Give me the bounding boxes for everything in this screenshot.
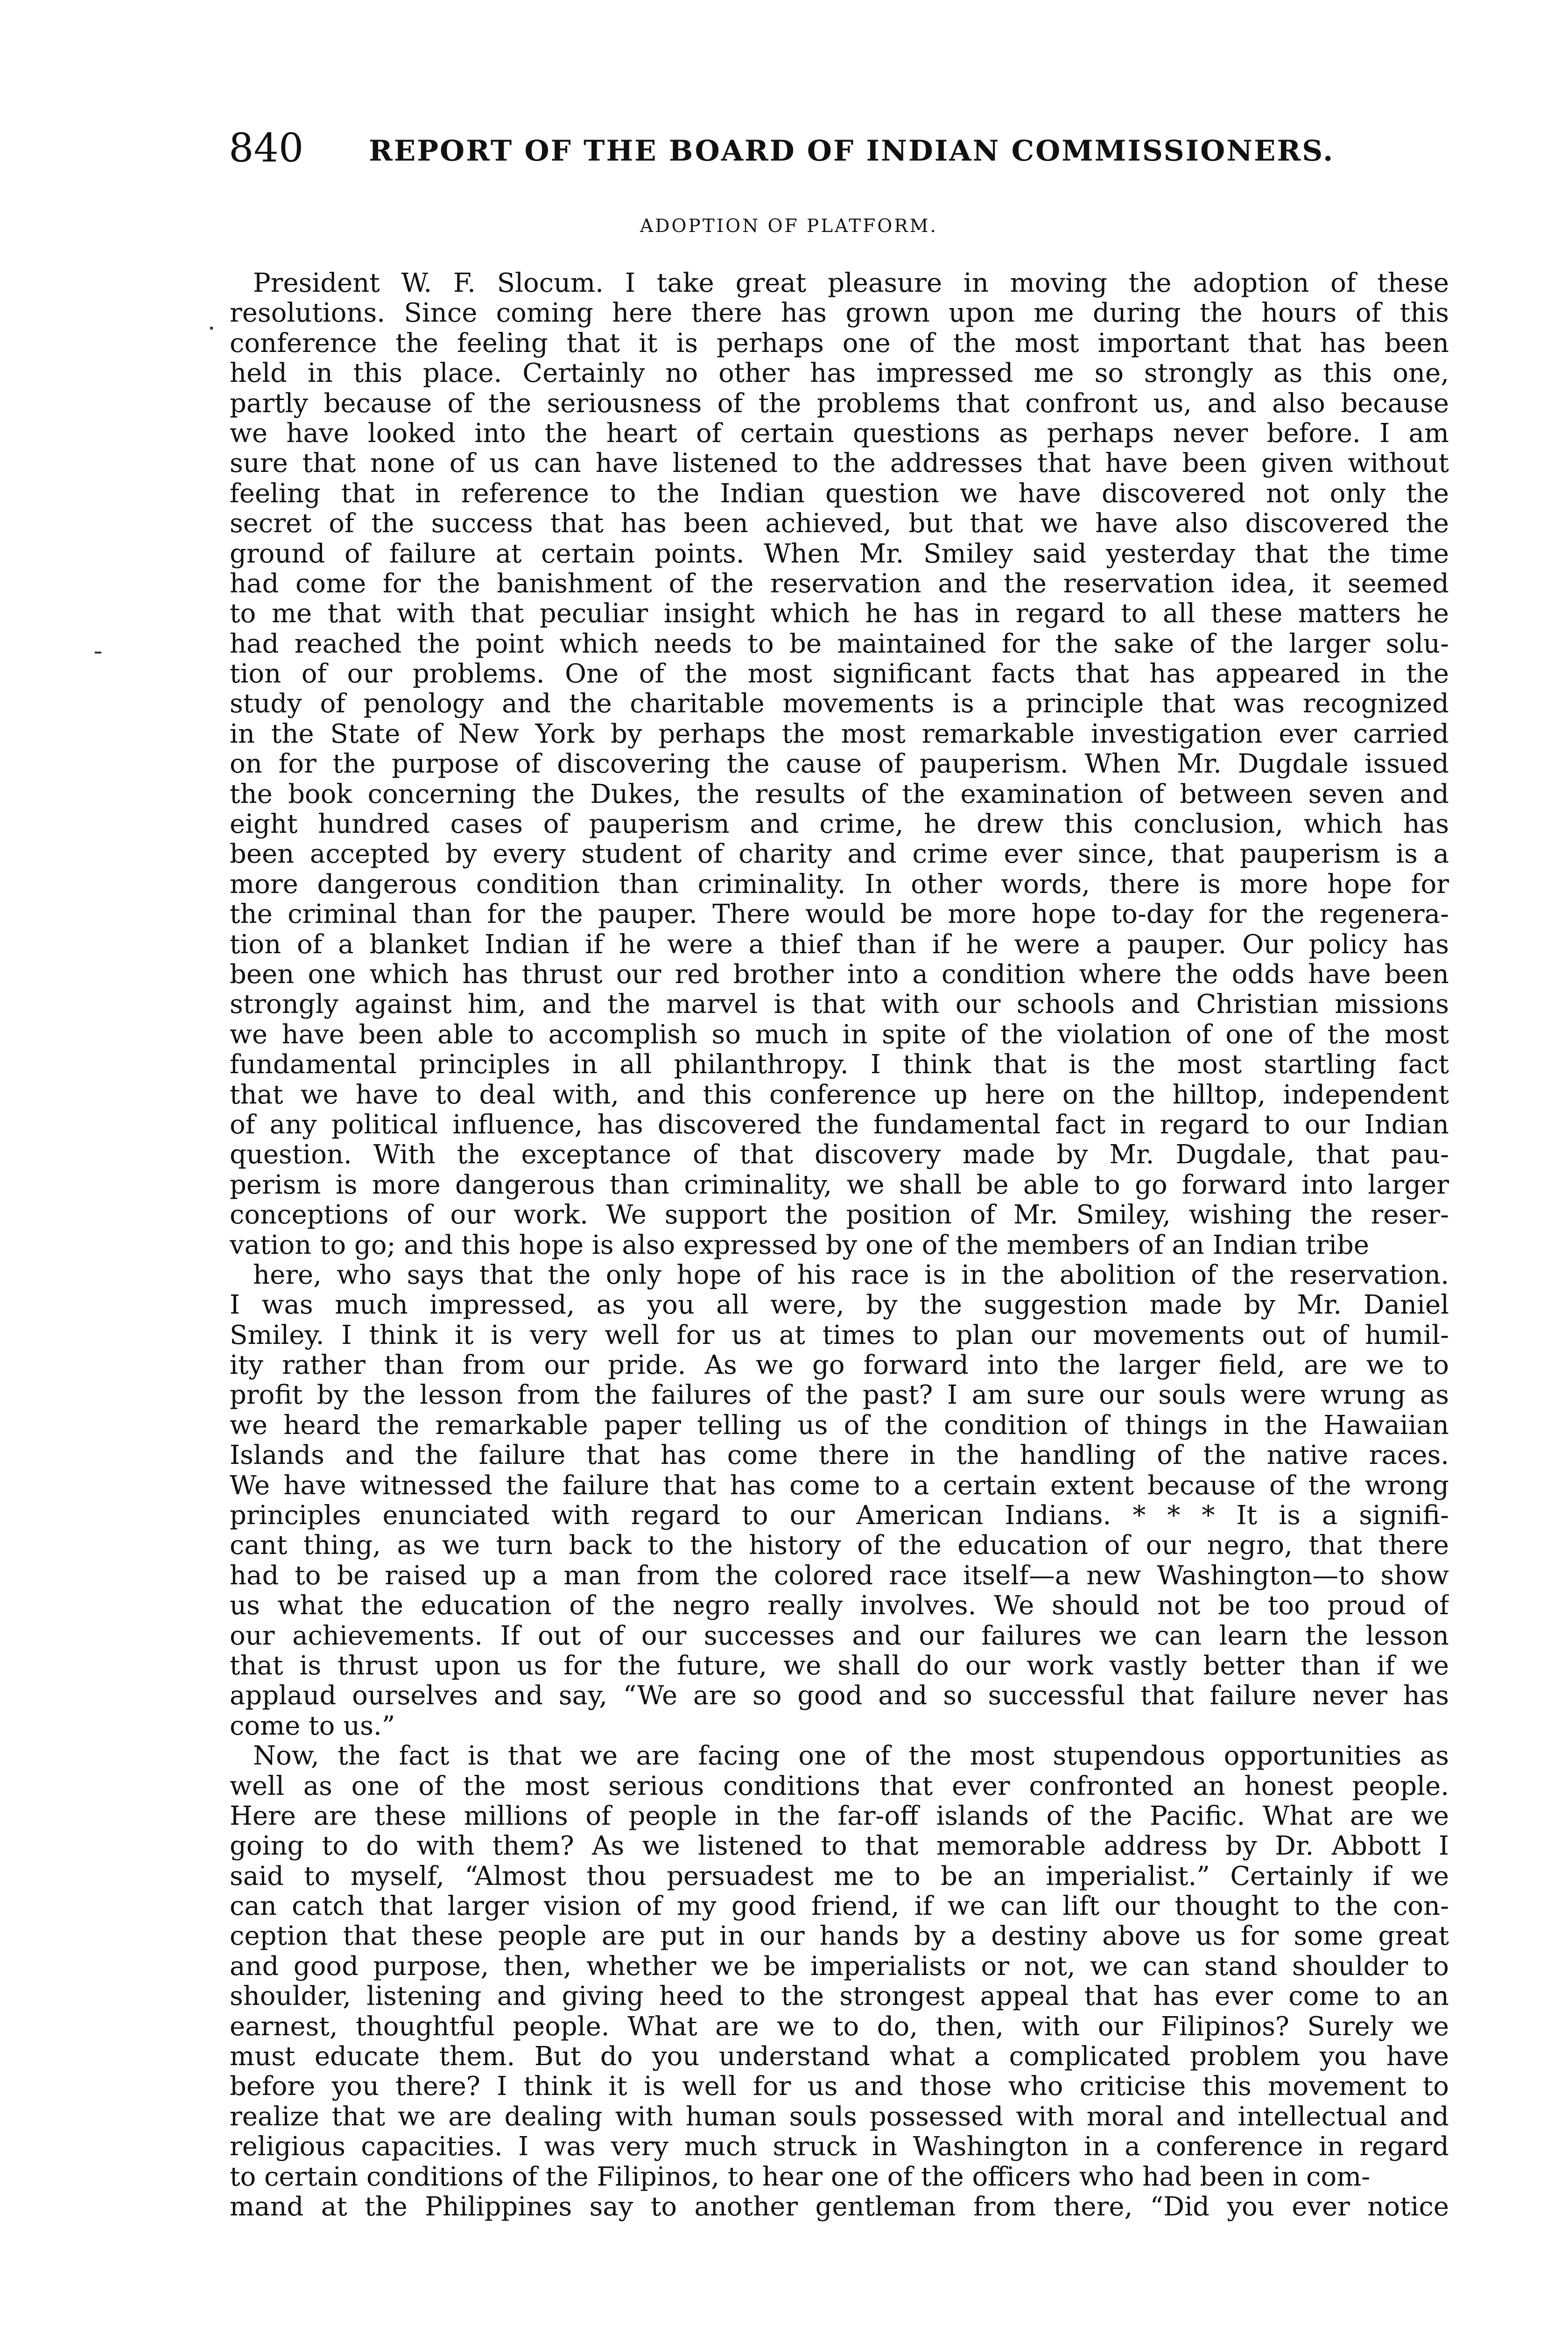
text-line: cant thing, as we turn back to the history of the education of our negro, that there: [230, 1531, 1449, 1561]
text-line: been one which has thrust our red brother into a condition where the odds have been: [230, 959, 1449, 990]
text-line: resolutions. Since coming here there has grown upon me during the hours of this: [230, 298, 1449, 329]
text-line: going to do with them? As we listened to that memorable address by Dr. Abbott I: [230, 1831, 1449, 1862]
text-line: feeling that in reference to the Indian question we have discovered not only the: [230, 478, 1449, 509]
text-line: here, who says that the only hope of his race is in the abolition of the reservation.: [253, 1260, 1449, 1290]
text-line: held in this place. Certainly no other has impressed me so strongly as this one,: [230, 359, 1449, 389]
text-line: had to be raised up a man from the colored race itself—a new Washington—to show: [230, 1561, 1449, 1591]
text-line: we heard the remarkable paper telling us of the condition of things in the Hawaiian: [230, 1410, 1449, 1441]
text-line: the book concerning the Dukes, the results of the examination of between seven and: [230, 779, 1449, 809]
text-line: eight hundred cases of pauperism and crime, he drew this conclusion, which has: [230, 809, 1449, 840]
section-title: ADOPTION OF PLATFORM.: [640, 216, 938, 237]
text-line: tion of our problems. One of the most significant facts that has appeared in the: [230, 659, 1449, 689]
text-line: had come for the banishment of the reservation and the reservation idea, it seemed: [230, 569, 1449, 599]
stray-mark: [210, 327, 213, 330]
text-line: must educate them. But do you understand what a complicated problem you have: [230, 2042, 1449, 2072]
text-line: the criminal than for the pauper. There would be more hope to-day for the regenera-: [230, 900, 1449, 930]
text-line: perism is more dangerous than criminality, we shall be able to go forward into larger: [230, 1170, 1449, 1200]
text-line: realize that we are dealing with human souls possessed with moral and intellectual and: [230, 2102, 1449, 2132]
running-head: REPORT OF THE BOARD OF INDIAN COMMISSIONERS.: [369, 134, 1335, 168]
text-line: religious capacities. I was very much struck in Washington in a conference in regard: [230, 2132, 1449, 2162]
text-line: on for the purpose of discovering the cause of pauperism. When Mr. Dugdale issued: [230, 749, 1449, 780]
text-line: question. With the exceptance of that discovery made by Mr. Dugdale, that pau-: [230, 1140, 1449, 1170]
text-line: We have witnessed the failure that has come to a certain extent because of the wrong: [230, 1470, 1449, 1501]
text-line: principles enunciated with regard to our American Indians. * * * It is a signifi-: [230, 1501, 1449, 1531]
text-line: strongly against him, and the marvel is that with our schools and Christian missions: [230, 990, 1449, 1020]
text-line: that is thrust upon us for the future, we shall do our work vastly better than if we: [230, 1651, 1449, 1681]
text-line: more dangerous condition than criminality. In other words, there is more hope for: [230, 869, 1449, 900]
text-line: fundamental principles in all philanthropy. I think that is the most startling fact: [230, 1050, 1449, 1080]
text-line: been accepted by every student of charity and crime ever since, that pauperism is a: [230, 839, 1449, 870]
text-line: sure that none of us can have listened to the addresses that have been given without: [230, 449, 1449, 479]
text-line: said to myself, “Almost thou persuadest me to be an imperialist.” Certainly if we: [230, 1861, 1449, 1891]
text-line: that we have to deal with, and this conference up here on the hilltop, independent: [230, 1080, 1449, 1110]
text-line: us what the education of the negro really involves. We should not be too proud of: [230, 1591, 1449, 1621]
text-line: well as one of the most serious conditions that ever confronted an honest people.: [230, 1771, 1449, 1801]
text-line: conference the feeling that it is perhaps one of the most important that has been: [230, 328, 1449, 359]
text-line: of any political influence, has discovered the fundamental fact in regard to our Indian: [230, 1110, 1449, 1140]
text-line: tion of a blanket Indian if he were a thief than if he were a pauper. Our policy has: [230, 929, 1449, 960]
text-line: ity rather than from our pride. As we go forward into the larger field, are we to: [230, 1350, 1449, 1381]
text-line: in the State of New York by perhaps the most remarkable investigation ever carried: [230, 719, 1449, 749]
text-line: before you there? I think it is well for us and those who criticise this movement to: [230, 2072, 1449, 2102]
text-line: partly because of the seriousness of the problems that confront us, and also because: [230, 388, 1449, 419]
text-line: can catch that larger vision of my good friend, if we can lift our thought to the con-: [230, 1891, 1449, 1922]
text-line: study of penology and the charitable movements is a principle that was recognized: [230, 689, 1449, 719]
text-line: Here are these millions of people in the far-off islands of the Pacific. What are we: [230, 1801, 1449, 1831]
text-line: to me that with that peculiar insight which he has in regard to all these matters he: [230, 599, 1449, 629]
text-line: earnest, thoughtful people. What are we to do, then, with our Filipinos? Surely we: [230, 2011, 1449, 2042]
text-line: mand at the Philippines say to another gentleman from there, “Did you ever notice: [230, 2192, 1449, 2222]
text-line: conceptions of our work. We support the position of Mr. Smiley, wishing the reser-: [230, 1200, 1449, 1230]
text-line: profit by the lesson from the failures of the past? I am sure our souls were wrung as: [230, 1380, 1449, 1411]
text-line: and good purpose, then, whether we be imperialists or not, we can stand shoulder to: [230, 1951, 1449, 1982]
text-line: secret of the success that has been achieved, but that we have also discovered the: [230, 509, 1449, 539]
text-line: our achievements. If out of our successes and our failures we can learn the lesson: [230, 1621, 1449, 1651]
text-line: President W. F. Slocum. I take great pleasure in moving the adoption of these: [253, 268, 1449, 298]
stray-mark: [95, 652, 101, 654]
body-text: [230, 268, 1449, 2222]
text-line: Now, the fact is that we are facing one of the most stupendous opportunities as: [253, 1741, 1449, 1772]
text-line: to certain conditions of the Filipinos, to hear one of the officers who had been in com-: [230, 2162, 1371, 2192]
text-line: we have looked into the heart of certain questions as perhaps never before. I am: [230, 418, 1449, 449]
text-line: had reached the point which needs to be maintained for the sake of the larger solu-: [230, 629, 1449, 659]
text-line: Islands and the failure that has come there in the handling of the native races.: [230, 1441, 1449, 1471]
text-line: applaud ourselves and say, “We are so good and so successful that failure never has: [230, 1681, 1449, 1711]
text-line: come to us.”: [230, 1711, 395, 1741]
text-line: we have been able to accomplish so much in spite of the violation of one of the most: [230, 1019, 1449, 1050]
text-line: Smiley. I think it is very well for us at times to plan our movements out of humil-: [230, 1320, 1449, 1350]
text-line: ground of failure at certain points. When Mr. Smiley said yesterday that the time: [230, 539, 1449, 569]
text-line: shoulder, listening and giving heed to the strongest appeal that has ever come to an: [230, 1982, 1449, 2012]
page-header: [229, 122, 1340, 178]
page-number: 840: [229, 125, 304, 171]
text-line: I was much impressed, as you all were, by the suggestion made by Mr. Daniel: [230, 1290, 1449, 1321]
text-line: ception that these people are put in our hands by a destiny above us for some great: [230, 1921, 1449, 1952]
text-line: vation to go; and this hope is also expressed by one of the members of an Indian tribe: [230, 1230, 1369, 1260]
